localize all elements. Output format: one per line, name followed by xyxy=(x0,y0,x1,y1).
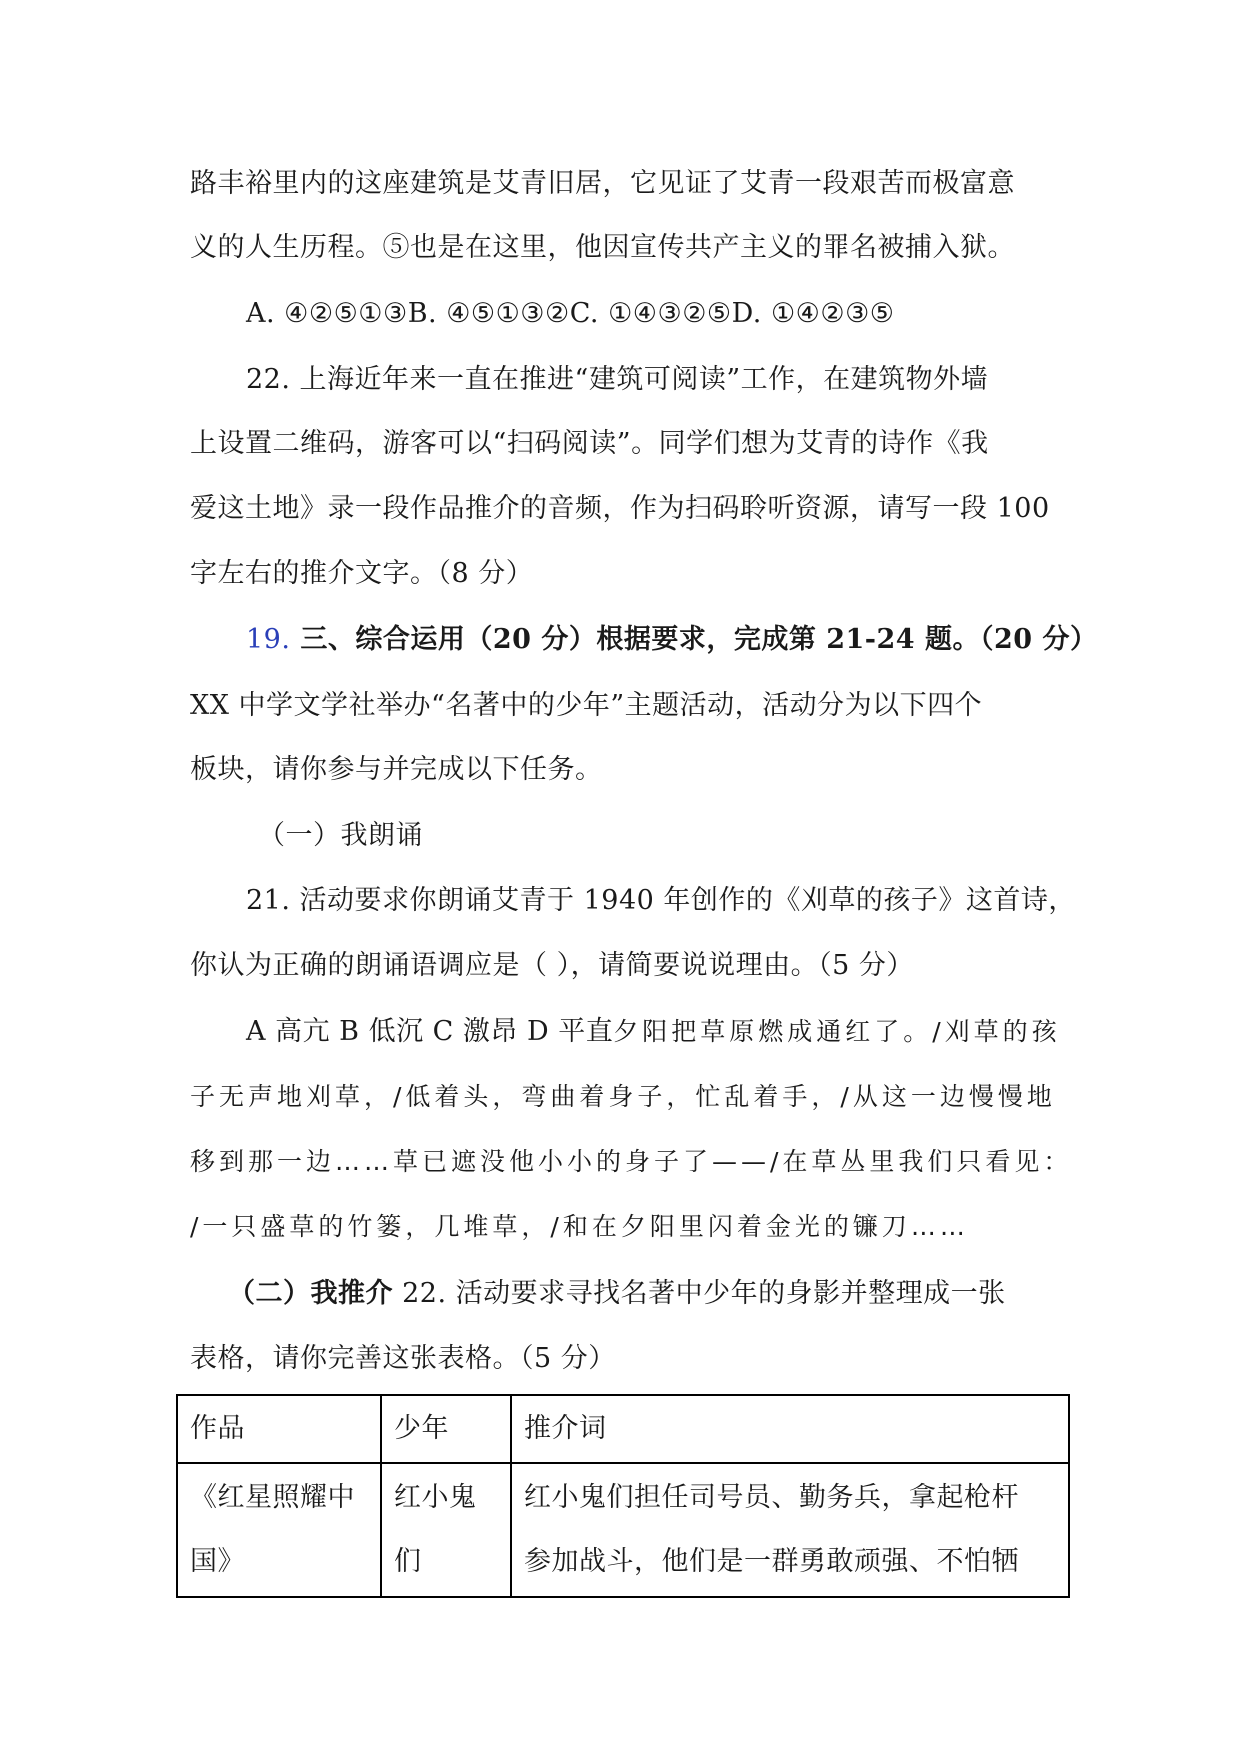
table-header-cell: 作品 xyxy=(177,1395,381,1463)
options-line: A. ④②⑤①③B. ④⑤①③②C. ①④③②⑤D. ①④②③⑤ xyxy=(246,298,895,329)
cell-text: 红小鬼们担任司号员、勤务兵，拿起枪杆 xyxy=(524,1482,1019,1513)
subsection-heading: （一）我朗诵 xyxy=(258,820,423,851)
table-cell-work xyxy=(177,1463,381,1597)
poem-line: 移到那一边……草已遮没他小小的身子了——/在草丛里我们只看见： xyxy=(190,1147,1073,1176)
answer-options: A 高亢 B 低沉 C 激昂 D 平直 xyxy=(246,1016,614,1047)
question-22-text: 22. 活动要求寻找名著中少年的身影并整理成一张 xyxy=(393,1278,1006,1309)
cell-text: 参加战斗，他们是一群勇敢顽强、不怕牺 xyxy=(524,1546,1019,1577)
table-row xyxy=(177,1463,1069,1597)
subsection-heading xyxy=(228,1276,1006,1312)
paragraph-line: 你认为正确的朗诵语调应是（ ），请简要说说理由。（5 分） xyxy=(190,950,914,981)
table-header-row xyxy=(177,1395,1069,1463)
table-cell-recommendation xyxy=(511,1463,1069,1597)
question-22-line: 22. 上海近年来一直在推进“建筑可阅读”工作，在建筑物外墙 xyxy=(246,364,989,395)
paragraph-line: 板块，请你参与并完成以下任务。 xyxy=(190,754,603,785)
poem-line: /一只盛草的竹篓，几堆草，/和在夕阳里闪着金光的镰刀…… xyxy=(190,1212,969,1241)
paragraph-line: 义的人生历程。⑤也是在这里，他因宣传共产主义的罪名被捕入狱。 xyxy=(190,232,1015,263)
poem-line xyxy=(246,1014,1061,1050)
subsection-title: （二）我推介 xyxy=(228,1278,393,1309)
table-header-cell: 推介词 xyxy=(511,1395,1069,1463)
paragraph-line: 字左右的推介文字。（8 分） xyxy=(190,558,534,589)
cell-text: 们 xyxy=(394,1546,422,1577)
question-number-link[interactable]: 19. xyxy=(246,624,291,655)
question-21-line: 21. 活动要求你朗诵艾青于 1940 年创作的《刈草的孩子》这首诗， xyxy=(246,885,1076,916)
cell-text: 《红星照耀中 xyxy=(190,1482,355,1513)
paragraph-line: 爱这土地》录一段作品推介的音频，作为扫码聆听资源，请写一段 100 xyxy=(190,493,1050,524)
paragraph-line: 上设置二维码，游客可以“扫码阅读”。同学们想为艾青的诗作《我 xyxy=(190,428,989,459)
paragraph-line: 路丰裕里内的这座建筑是艾青旧居，它见证了艾青一段艰苦而极富意 xyxy=(190,168,1015,199)
cell-text: 国》 xyxy=(190,1546,245,1577)
table-cell-youth xyxy=(381,1463,511,1597)
section-title: 三、综合运用（20 分）根据要求，完成第 21-24 题。（20 分） xyxy=(290,624,1098,655)
section-heading xyxy=(246,622,1097,658)
poem-line: 子无声地刈草，/低着头，弯曲着身子，忙乱着手，/从这一边慢慢地 xyxy=(190,1082,1056,1111)
poem-text: 夕阳把草原燃成通红了。/刈草的孩 xyxy=(613,1017,1061,1046)
paragraph-line: 表格，请你完善这张表格。（5 分） xyxy=(190,1343,616,1374)
table-header-cell: 少年 xyxy=(381,1395,511,1463)
cell-text: 红小鬼 xyxy=(394,1482,477,1513)
paragraph-line: XX 中学文学社举办“名著中的少年”主题活动，活动分为以下四个 xyxy=(190,690,983,721)
recommendation-table xyxy=(176,1394,1070,1598)
